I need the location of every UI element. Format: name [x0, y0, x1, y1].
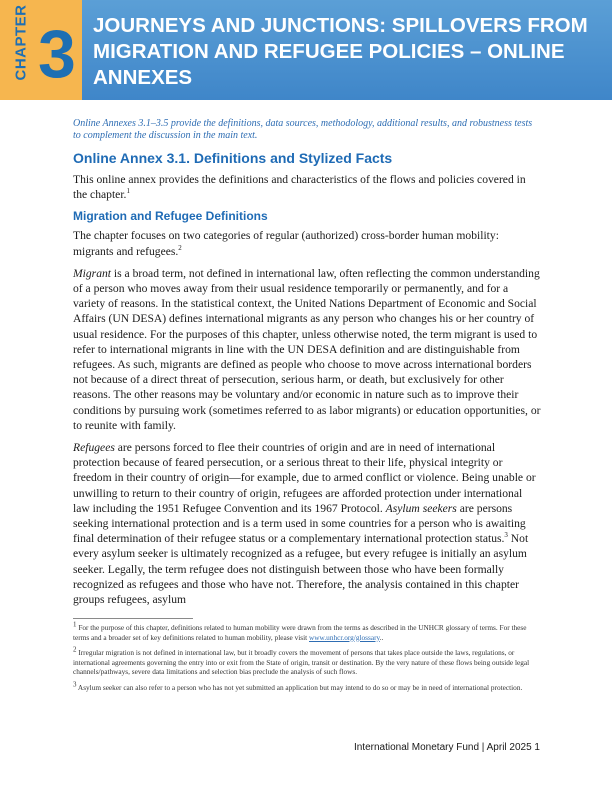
- footnote-ref-3[interactable]: 3: [504, 531, 508, 540]
- footnotes: [73, 620, 541, 698]
- footnote-1: [73, 620, 541, 642]
- annex-title: Online Annex 3.1. Definitions and Stylized Facts: [73, 150, 393, 166]
- asylum-seekers-term: Asylum seekers: [385, 501, 457, 515]
- refugees-text-b: are persons seeking international protection and is a term used in some countries for a person who is awaiting final determination of their refugee status or a complementary international protection status.: [73, 501, 526, 546]
- footnote-3: [73, 680, 541, 693]
- footnote-number: 3: [73, 680, 77, 689]
- intro-note: Online Annexes 3.1–3.5 provide the definitions, data sources, methodology, additional results, and robustness tests to complement the discussion in the main text.: [73, 118, 533, 141]
- footnote-text: For the purpose of this chapter, definitions related to human mobility were drawn from the terms as described in the UNHCR glossary of terms. For these terms and a broader set of key definitions related to human mobility, please visit: [73, 623, 527, 642]
- footnote-text: Irregular migration is not defined in international law, but it broadly covers the movement of persons that takes place outside the laws, regulations, or international agreements governing the entry into or exit from the State of origin, transit or destination. By the very nature of these flows being outside legal channels/pathways, severe data limitations and selection bias preclude the analysis of such flows.: [73, 648, 530, 676]
- footnote-number: 1: [73, 620, 77, 629]
- migrant-paragraph: [73, 266, 541, 433]
- title-panel: [82, 0, 612, 100]
- refugees-term: Refugees: [73, 441, 115, 455]
- footnote-text: Asylum seeker can also refer to a person who has not yet submitted an application but may intend to do so or may be in need of international protection.: [76, 682, 523, 692]
- main-content: [73, 118, 541, 614]
- migrant-text: is a broad term, not defined in international law, often reflecting the common understanding of a person who moves away from their usual residence temporarily or permanently, and for a variety of reasons. In the statistical context, the United Nations Department of Economic and Social Affairs (UN DESA) defines international migrants as any person who changes his or her country of usual residence. For the purposes of this chapter, unless otherwise noted, the term migrant is used to refer to international migrants in line with the UN DESA definition and are distinguishable from refugees. As such, migrants are defined as people who choose to move across international borders not because of a direct threat of persecution, serious harm, or death, but exclusively for other reasons. The other reasons may be voluntary and/or economic in nature such as to improve their conditions by pursuing work (sometimes referred to as labor migrants) or education opportunities, or to reunite with family.: [73, 266, 541, 432]
- footnote-text-end: ..: [379, 632, 384, 642]
- chapter-badge: [0, 0, 82, 100]
- page-footer: International Monetary Fund | April 2025 1: [353, 742, 540, 753]
- section-title: Migration and Refugee Definitions: [73, 209, 268, 224]
- chapter-number: 3: [38, 16, 76, 92]
- chapter-label: CHAPTER: [12, 4, 30, 81]
- categories-text: The chapter focuses on two categories of regular (authorized) cross-border human mobility: migrants and refugees.: [73, 229, 499, 258]
- migrant-term: Migrant: [73, 266, 112, 280]
- footnote-2: [73, 645, 541, 677]
- refugees-paragraph: [73, 440, 541, 607]
- footnote-number: 2: [73, 645, 77, 654]
- footnote-divider: [73, 618, 193, 619]
- page-title: JOURNEYS AND JUNCTIONS: SPILLOVERS FROM MIGRATION AND REFUGEE POLICIES – ONLINE ANNEXES: [93, 14, 588, 89]
- annex-intro-paragraph: [73, 172, 541, 202]
- refugees-text-c: Not every asylum seeker is ultimately recognized as a refugee, but every refugee is initially an asylum seeker. Legally, the term refugee does not distinguish between those who have been formally recognized as refugees and those who have not. Therefore, the analysis contained in this chapter groups refugees, asylum: [73, 532, 529, 607]
- annex-intro-text: This online annex provides the definitions and characteristics of the flows and policies covered in the chapter.: [73, 173, 526, 202]
- footnote-ref-1[interactable]: 1: [126, 187, 130, 196]
- refugees-text-a: are persons forced to flee their countries of origin and are in need of international protection because of feared persecution, or a serious threat to their life, physical integrity or freedom in their country of origin—for example, due to armed conflict or violence. Being unable or unwilling to return to their country of origin, refugees are afforded protection under international law including the 1951 Refugee Convention and its 1967 Protocol.: [73, 441, 536, 515]
- footnote-ref-2[interactable]: 2: [178, 243, 182, 252]
- unhcr-glossary-link[interactable]: www.unhcr.org/glossary: [309, 632, 380, 642]
- chapter-banner: [0, 0, 612, 100]
- categories-paragraph: [73, 228, 541, 258]
